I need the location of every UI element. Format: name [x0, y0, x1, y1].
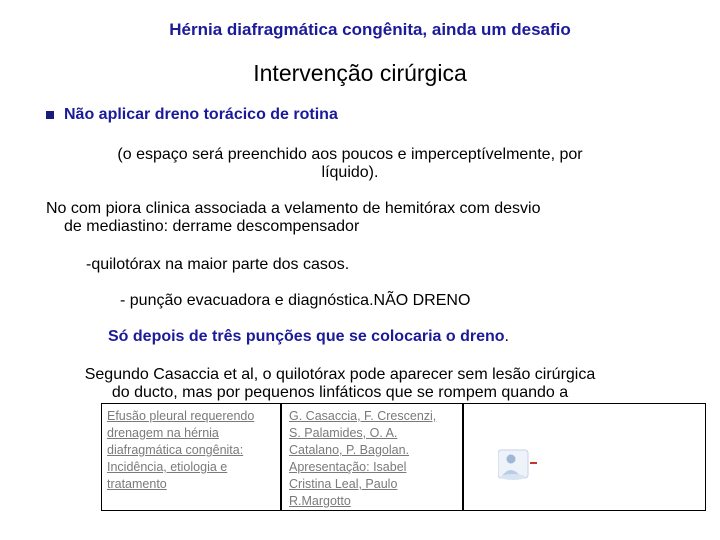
paragraph-line: No com piora clinica associada a velamento de hemitórax com desvio — [46, 200, 541, 217]
reference-author-line[interactable]: Catalano, P. Bagolan. — [289, 443, 410, 457]
table-divider — [280, 404, 282, 510]
reference-title-line[interactable]: Efusão pleural requerendo — [107, 409, 255, 423]
paragraph-line: líquido). — [321, 164, 379, 181]
presentation-person-icon[interactable] — [498, 446, 542, 482]
reference-author-line[interactable]: S. Palamides, O. A. — [289, 426, 398, 440]
paragraph-chylothorax: -quilotórax na maior parte dos casos. — [86, 256, 350, 273]
paragraph-space-filled — [70, 146, 630, 182]
reference-title-cell[interactable] — [107, 408, 282, 510]
reference-author-line[interactable]: Cristina Leal, Paulo — [289, 477, 398, 491]
reference-author-line[interactable]: G. Casaccia, F. Crescenzi, — [289, 409, 437, 423]
paragraph-drain-note — [108, 328, 509, 346]
reference-table — [101, 403, 706, 511]
bullet-square-icon — [46, 111, 54, 119]
paragraph-line: (o espaço será preenchido aos poucos e imperceptívelmente, por — [117, 146, 583, 163]
reference-title-line[interactable]: tratamento — [107, 477, 167, 491]
reference-author-line[interactable]: Apresentação: Isabel — [289, 460, 407, 474]
reference-title-line[interactable]: drenagem na hérnia — [107, 426, 219, 440]
header-title: Hérnia diafragmática congênita, ainda um desafio — [169, 20, 571, 39]
reference-authors-cell[interactable] — [289, 408, 459, 510]
paragraph-line: de mediastino: derrame descompensador — [64, 218, 360, 235]
paragraph-line: Segundo Casaccia et al, o quilotórax pode aparecer sem lesão cirúrgica — [84, 366, 596, 383]
drain-note-period: . — [504, 328, 509, 345]
drain-note-text: Só depois de três punções que se colocaria o dreno — [108, 328, 505, 345]
paragraph-puncture: - punção evacuadora e diagnóstica.NÃO DRENO — [120, 292, 471, 309]
paragraph-clinical-worsening — [46, 200, 686, 236]
reference-icon-cell — [464, 404, 705, 510]
bullet-text: Não aplicar dreno torácico de rotina — [64, 106, 338, 123]
reference-title-line[interactable]: diafragmática congênita: — [107, 443, 244, 457]
reference-author-line[interactable]: R.Margotto — [289, 494, 351, 508]
paragraph-casaccia — [30, 366, 650, 402]
reference-title-line[interactable]: Incidência, etiologia e — [107, 460, 228, 474]
paragraph-line: do ducto, mas por pequenos linfáticos que se rompem quando a — [111, 384, 569, 401]
section-title: Intervenção cirúrgica — [253, 60, 467, 86]
bullet-item — [46, 106, 338, 124]
